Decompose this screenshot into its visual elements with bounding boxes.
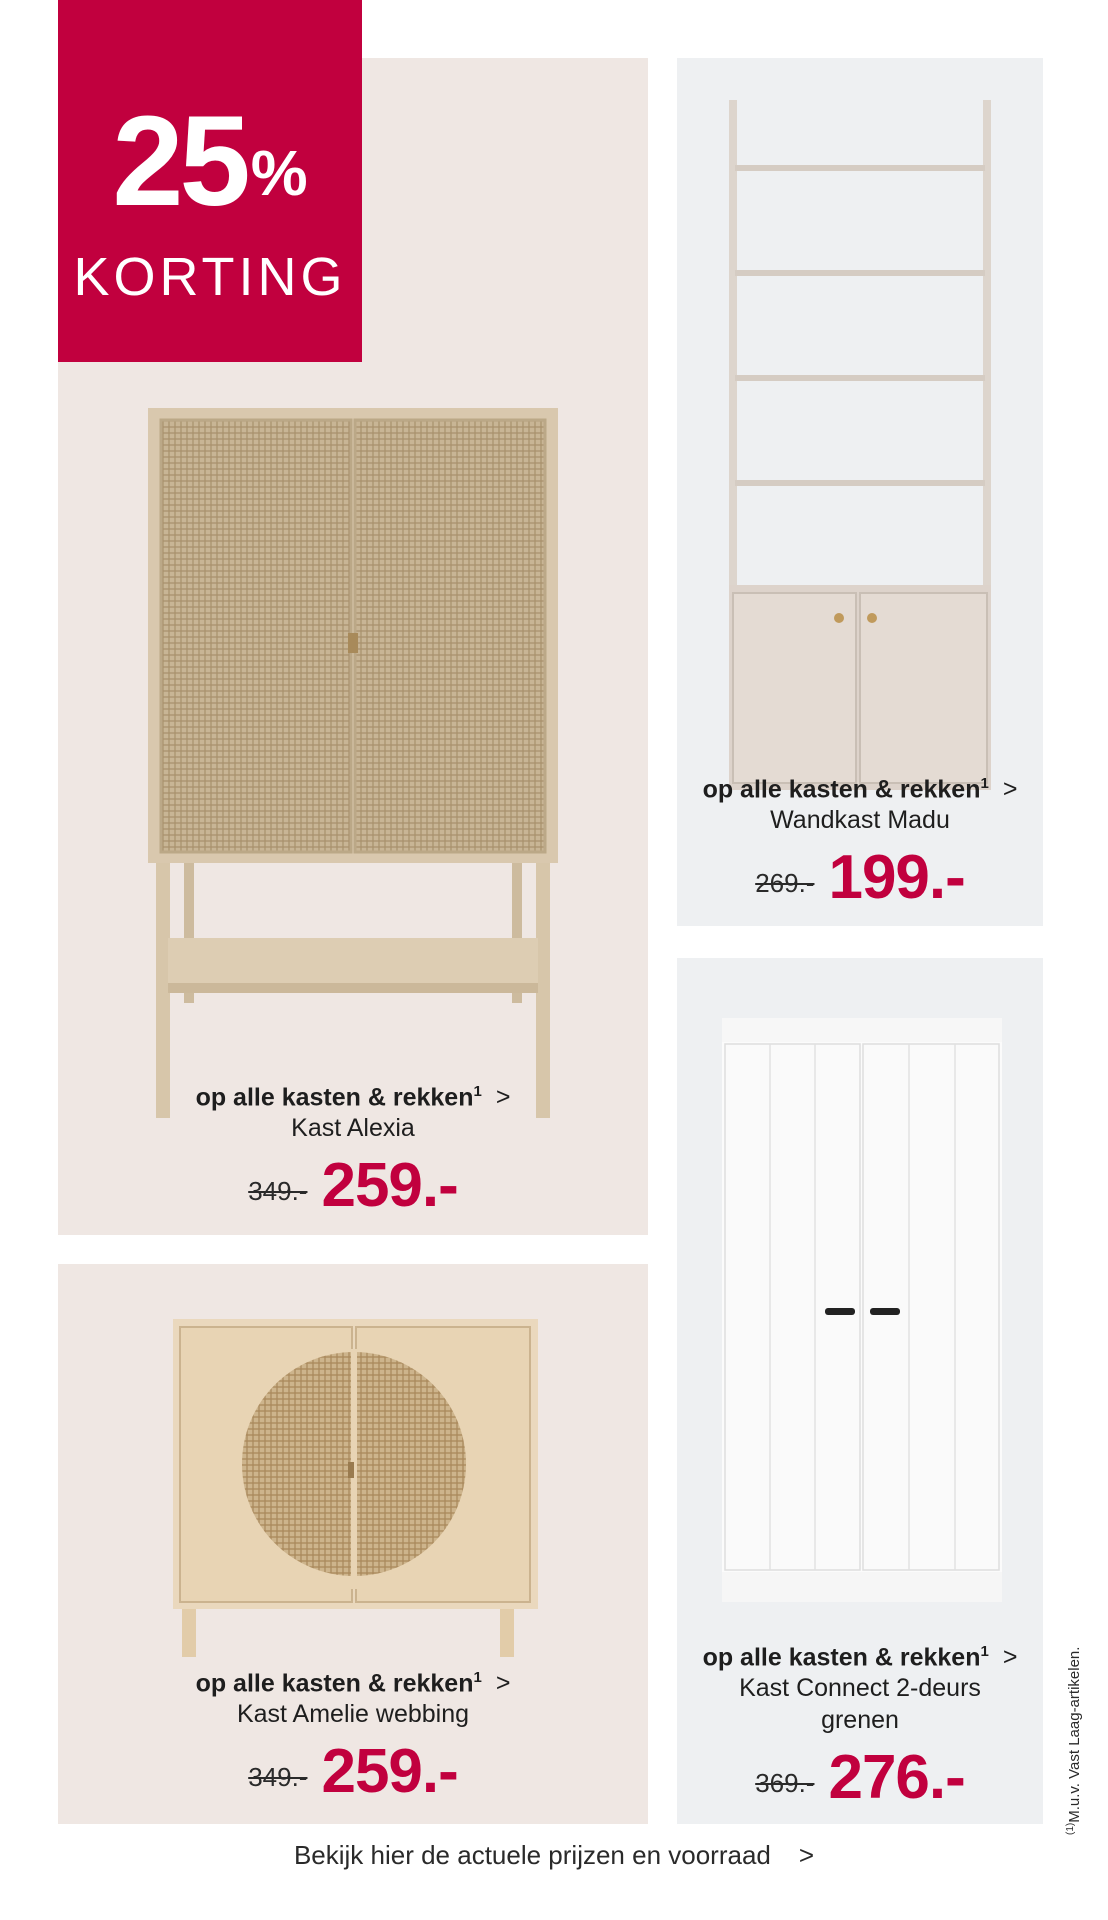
- chevron-right-icon[interactable]: >: [1002, 775, 1018, 804]
- product-info-amelie: [58, 1669, 648, 1807]
- new-price: 259.-: [321, 1151, 458, 1221]
- product-name: Wandkast Madu: [770, 806, 950, 835]
- promo-text: op alle kasten & rekken: [195, 1083, 474, 1112]
- footnote-marker: (1): [1065, 1822, 1076, 1835]
- promo-link[interactable]: [58, 1669, 648, 1698]
- product-name: Kast Alexia: [291, 1114, 415, 1143]
- product-card-madu[interactable]: [677, 58, 1043, 926]
- discount-percentage: [58, 90, 362, 233]
- footer-link-text: Bekijk hier de actuele prijzen en voorraad: [293, 1840, 771, 1870]
- disclaimer: [1065, 1647, 1083, 1835]
- price-row: [677, 842, 1043, 913]
- promo-link[interactable]: [677, 1643, 1043, 1672]
- chevron-right-icon[interactable]: >: [495, 1669, 511, 1698]
- promo-link[interactable]: [58, 1083, 648, 1112]
- old-price: 349.-: [248, 1176, 308, 1207]
- footnote-marker: 1: [980, 775, 989, 792]
- product-name-line1: Kast Connect 2-deurs: [739, 1674, 981, 1703]
- promo-text: op alle kasten & rekken: [195, 1669, 474, 1698]
- promo-text: op alle kasten & rekken: [702, 775, 981, 804]
- product-info-connect: [677, 1643, 1043, 1813]
- new-price: 276.-: [828, 1743, 965, 1813]
- footnote-marker: 1: [980, 1643, 989, 1660]
- footnote-marker: 1: [473, 1083, 482, 1100]
- promo-link[interactable]: [677, 775, 1043, 804]
- product-info-madu: [677, 775, 1043, 913]
- old-price: 369.-: [755, 1768, 815, 1799]
- product-card-amelie[interactable]: [58, 1264, 648, 1824]
- disclaimer-text: M.u.v. Vast Laag-artikelen.: [1066, 1646, 1083, 1823]
- new-price: 259.-: [321, 1737, 458, 1807]
- price-row: [58, 1150, 648, 1221]
- chevron-right-icon[interactable]: >: [1002, 1643, 1018, 1672]
- view-prices-link[interactable]: [0, 1840, 1108, 1871]
- percent-sign: %: [250, 137, 308, 209]
- new-price: 199.-: [828, 843, 965, 913]
- price-row: [677, 1742, 1043, 1813]
- price-row: [58, 1736, 648, 1807]
- promo-text: op alle kasten & rekken: [702, 1643, 981, 1672]
- footnote-marker: 1: [473, 1669, 482, 1686]
- discount-badge: [58, 0, 362, 362]
- discount-number: 25: [112, 90, 247, 233]
- product-name-line2: grenen: [821, 1706, 899, 1735]
- old-price: 349.-: [248, 1762, 308, 1793]
- old-price: 269.-: [755, 868, 815, 899]
- chevron-right-icon[interactable]: >: [495, 1083, 511, 1112]
- product-info-alexia: [58, 1083, 648, 1221]
- product-name: Kast Amelie webbing: [236, 1700, 470, 1729]
- product-card-connect[interactable]: [677, 958, 1043, 1824]
- discount-label: KORTING: [73, 247, 347, 307]
- chevron-right-icon[interactable]: >: [798, 1840, 815, 1870]
